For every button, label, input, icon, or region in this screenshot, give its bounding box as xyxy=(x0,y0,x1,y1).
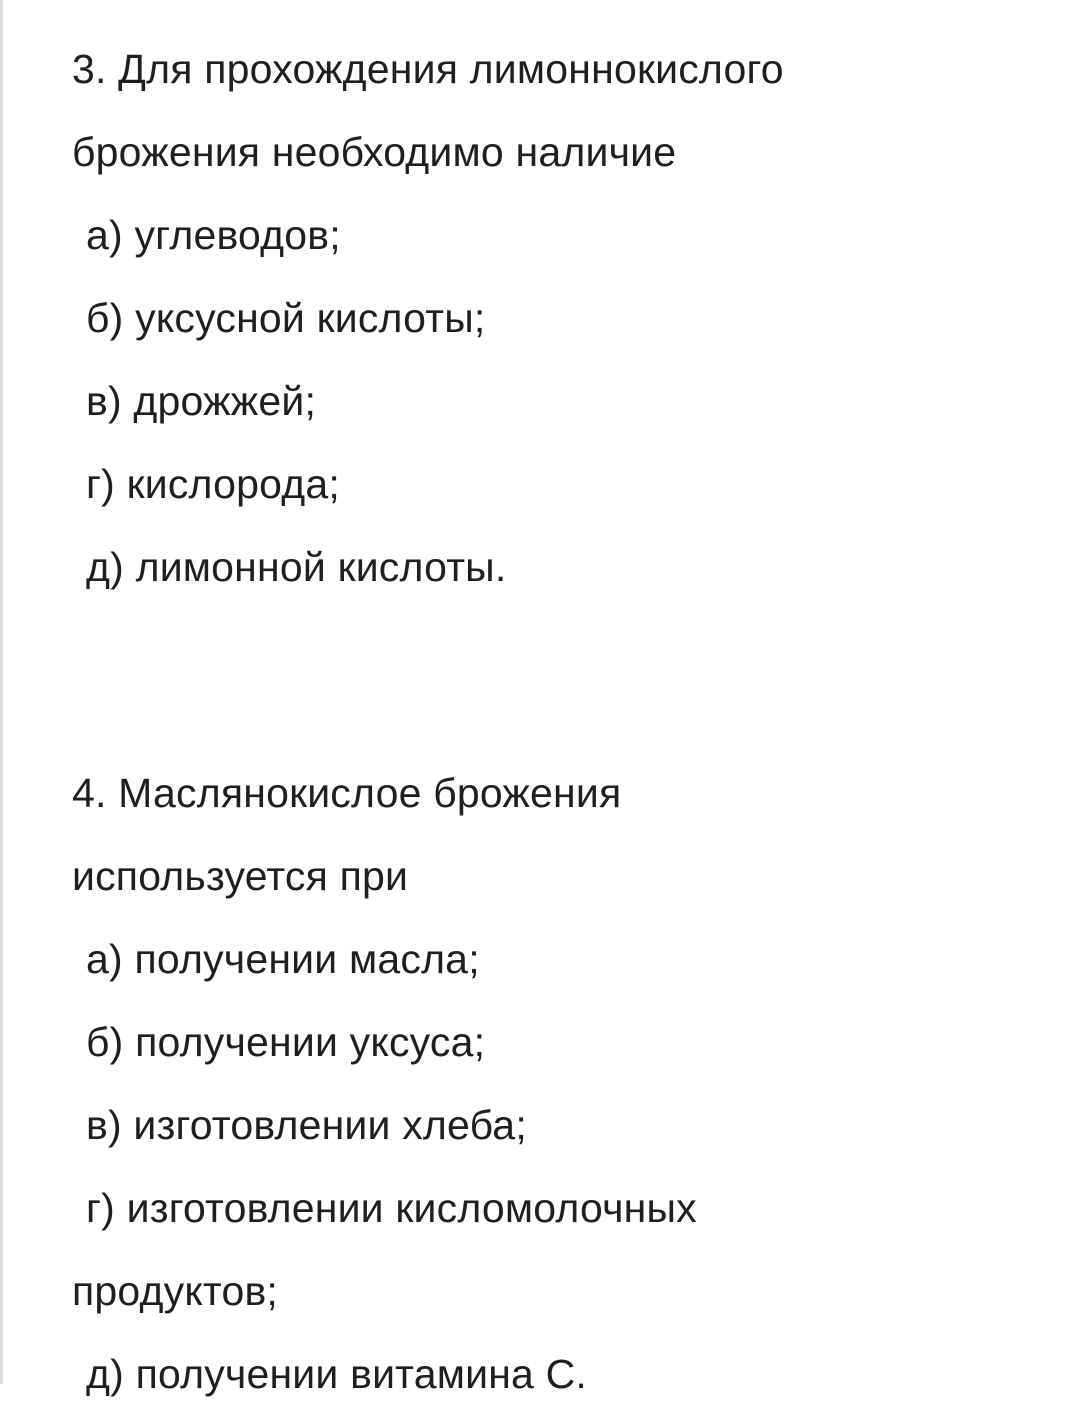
question-3-option-a: а) углеводов; xyxy=(86,212,341,258)
question-3-option-b: б) уксусной кислоты; xyxy=(86,295,486,341)
question-4-option-g: г) изготовлении кисломолочных xyxy=(86,1185,697,1231)
question-3 xyxy=(72,28,1032,609)
question-4 xyxy=(72,752,1032,1416)
page-left-edge xyxy=(0,0,3,1384)
question-3-option-d: д) лимонной кислоты. xyxy=(86,544,507,590)
question-4-option-v: в) изготовлении хлеба; xyxy=(86,1102,527,1148)
question-3-stem-line-2: брожения необходимо наличие xyxy=(72,129,677,175)
question-3-option-v: в) дрожжей; xyxy=(86,378,317,424)
question-3-option-g: г) кислорода; xyxy=(86,461,340,507)
question-4-option-g-continuation: продуктов; xyxy=(72,1268,279,1314)
question-4-stem-line-1: 4. Маслянокислое брожения xyxy=(72,770,622,816)
question-4-stem-line-2: используется при xyxy=(72,853,409,899)
question-4-option-d: д) получении витамина С. xyxy=(86,1351,588,1397)
question-4-option-b: б) получении уксуса; xyxy=(86,1019,486,1065)
question-3-stem-line-1: 3. Для прохождения лимоннокислого xyxy=(72,46,784,92)
question-4-option-a: а) получении масла; xyxy=(86,936,480,982)
